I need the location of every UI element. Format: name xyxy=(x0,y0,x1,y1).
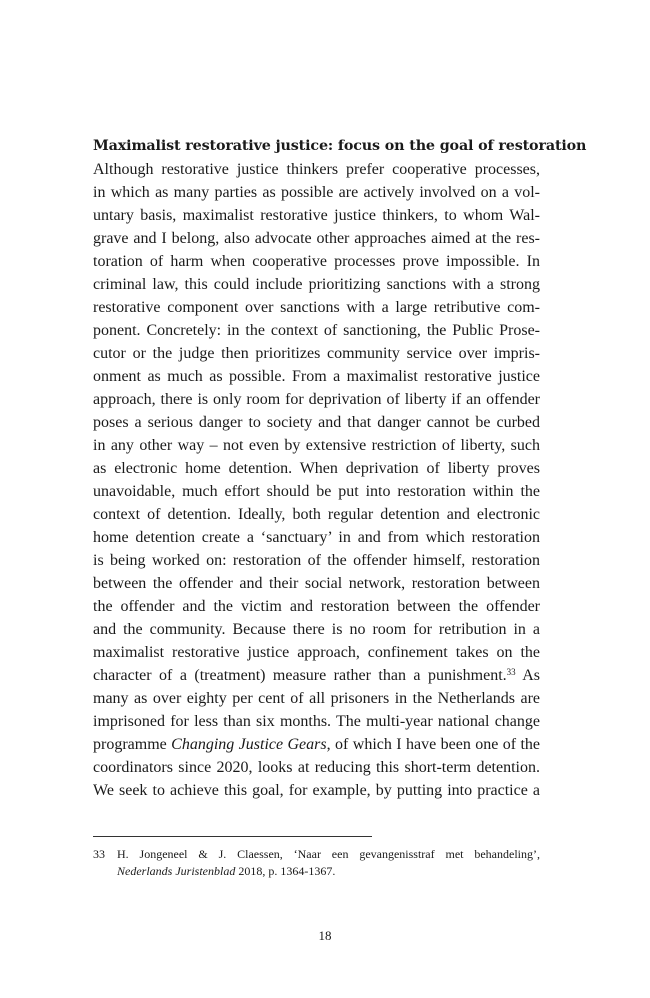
text-line: unavoidable, much effort should be put into restoration within the xyxy=(93,483,540,500)
text-line: grave and I belong, also advocate other approaches aimed at the res- xyxy=(93,230,540,247)
text-line: maximalist restorative justice approach, confinement takes on the xyxy=(93,644,540,661)
footnote xyxy=(93,846,540,880)
text-line: onment as much as possible. From a maximalist restorative justice xyxy=(93,368,540,385)
text-line: as electronic home detention. When deprivation of liberty proves xyxy=(93,460,540,477)
section-heading: Maximalist restorative justice: focus on the goal of restoration xyxy=(93,138,587,154)
text-fragment: programme xyxy=(93,736,172,753)
journal-title: Nederlands Juristenblad xyxy=(117,864,236,878)
footnote-text xyxy=(117,846,540,880)
text-line-with-footnote-ref xyxy=(93,664,540,687)
footnote-line xyxy=(117,863,540,880)
text-fragment: As xyxy=(515,667,541,684)
text-line: criminal law, this could include prioritizing sanctions with a strong xyxy=(93,276,540,293)
citation-details: 2018, p. 1364-1367. xyxy=(235,864,336,878)
text-line: cutor or the judge then prioritizes community service over impris- xyxy=(93,345,540,362)
footnote-reference[interactable]: 33 xyxy=(506,667,516,677)
text-line: toration of harm when cooperative processes prove impossible. In xyxy=(93,253,540,270)
footnote-divider xyxy=(93,836,372,837)
text-line: poses a serious danger to society and that danger cannot be curbed xyxy=(93,414,540,431)
text-line: approach, there is only room for deprivation of liberty if an offender xyxy=(93,391,540,408)
text-line: the offender and the victim and restoration between the offender xyxy=(93,598,540,615)
footnote-line: H. Jongeneel & J. Claessen, ‘Naar een gevangenisstraf met behandeling’, xyxy=(117,847,540,861)
page-number: 18 xyxy=(318,928,332,943)
text-line: is being worked on: restoration of the offender himself, restoration xyxy=(93,552,540,569)
text-line-with-italic xyxy=(93,733,540,756)
footnote-number: 33 xyxy=(93,847,105,861)
text-line: home detention create a ‘sanctuary’ in and from which restoration xyxy=(93,529,540,546)
text-line: untary basis, maximalist restorative justice thinkers, to whom Wal- xyxy=(93,207,540,224)
text-line: between the offender and their social network, restoration between xyxy=(93,575,540,592)
text-line: and the community. Because there is no room for retribution in a xyxy=(93,621,540,638)
text-line: many as over eighty per cent of all prisoners in the Netherlands are xyxy=(93,690,540,707)
text-line: coordinators since 2020, looks at reducing this short-term detention. xyxy=(93,759,540,776)
text-line: We seek to achieve this goal, for example, by putting into practice a xyxy=(93,782,540,799)
programme-title: Changing Justice Gears xyxy=(171,736,327,753)
text-line: restorative component over sanctions with a large retributive com- xyxy=(93,299,540,316)
text-line: in which as many parties as possible are actively involved on a vol- xyxy=(93,184,540,201)
text-line: in any other way – not even by extensive restriction of liberty, such xyxy=(93,437,540,454)
text-line: Although restorative justice thinkers prefer cooperative processes, xyxy=(93,161,540,178)
text-fragment: character of a (treatment) measure rather than a punishment. xyxy=(93,667,507,684)
text-line: ponent. Concretely: in the context of sanctioning, the Public Prose- xyxy=(93,322,540,339)
text-line: context of detention. Ideally, both regular detention and electronic xyxy=(93,506,540,523)
text-fragment: , of which I have been one of the xyxy=(326,736,541,753)
text-line: imprisoned for less than six months. The multi-year national change xyxy=(93,713,540,730)
body-text xyxy=(93,158,540,802)
